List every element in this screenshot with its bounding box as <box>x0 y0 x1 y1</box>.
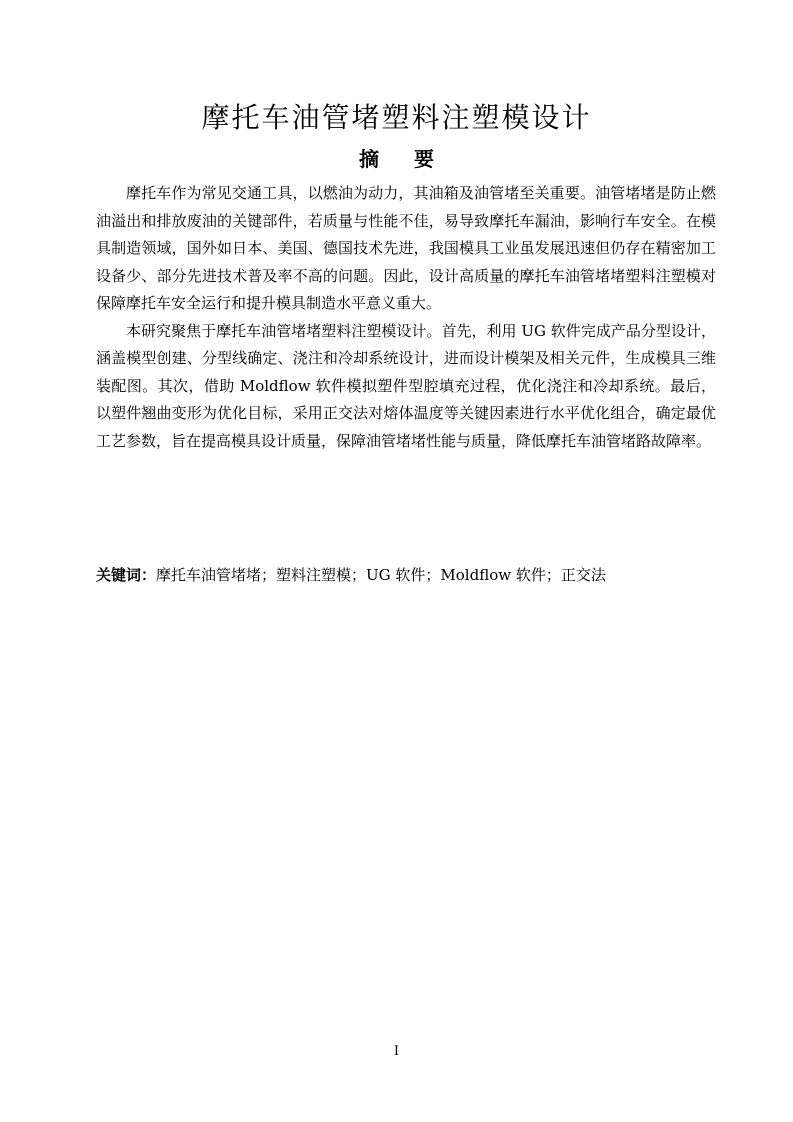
document-title: 摩托车油管堵塑料注塑模设计 <box>201 101 592 134</box>
keywords-line <box>96 563 716 587</box>
page-number: I <box>393 1044 400 1059</box>
abstract-heading: 摘 要 <box>359 147 448 171</box>
abstract-paragraph: 本研究聚焦于摩托车油管堵堵塑料注塑模设计。首先，利用 UG 软件完成产品分型设计，涵盖模型创建、分型线确定、浇注和冷却系统设计，进而设计模架及相关元件，生成模具三维装配图。其次，借助 Moldflow 软件模拟塑件型腔填充过程，优化浇注和冷却系统。最后，以塑件翘曲变形为优化目标，采用正交法对熔体温度等关键因素进行水平优化组合，确定最优工艺参数，旨在提高模具设计质量，保障油管堵堵性能与质量，降低摩托车油管堵路故障率。 <box>96 321 716 450</box>
keywords-text: 摩托车油管堵堵；塑料注塑模；UG 软件；Moldflow 软件；正交法 <box>156 566 606 584</box>
abstract-paragraph: 摩托车作为常见交通工具，以燃油为动力，其油箱及油管堵至关重要。油管堵堵是防止燃油溢出和排放废油的关键部件，若质量与性能不佳，易导致摩托车漏油，影响行车安全。在模具制造领域，国外如日本、美国、德国技术先进，我国模具工业虽发展迅速但仍存在精密加工设备少、部分先进技术普及率不高的问题。因此，设计高质量的摩托车油管堵堵塑料注塑模对保障摩托车安全运行和提升模具制造水平意义重大。 <box>96 184 716 312</box>
abstract-body <box>96 180 716 455</box>
keywords-label: 关键词： <box>96 566 157 584</box>
